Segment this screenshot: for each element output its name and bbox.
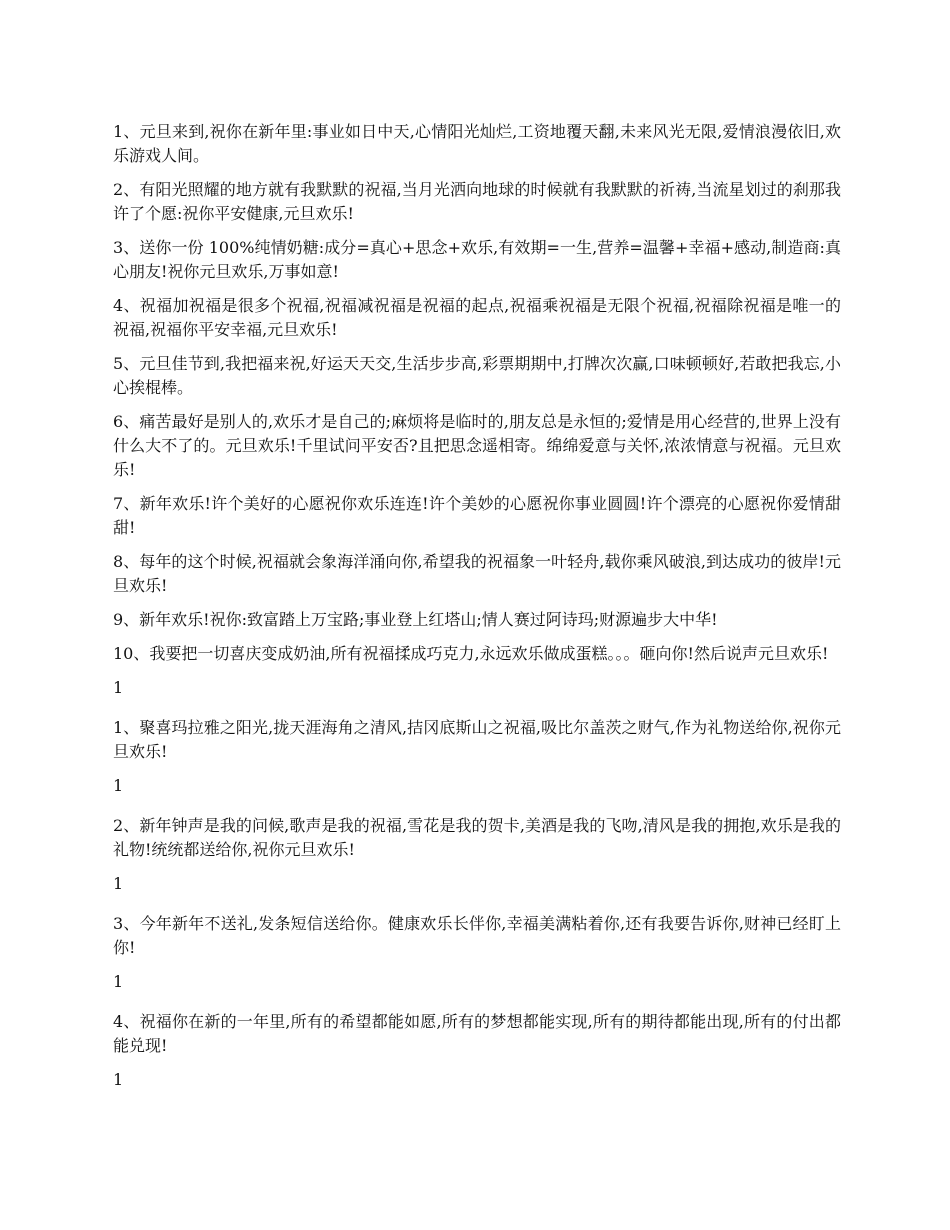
- greeting-paragraph: 1、聚喜玛拉雅之阳光,拢天涯海角之清风,拮冈底斯山之祝福,吸比尔盖茨之财气,作为礼物送给你,祝你元旦欢乐!: [113, 718, 841, 761]
- page-number: 1: [113, 1070, 124, 1089]
- greeting-paragraph: 2、有阳光照耀的地方就有我默默的祝福,当月光洒向地球的时候就有我默默的祈祷,当流星划过的刹那我许了个愿:祝你平安健康,元旦欢乐!: [113, 180, 841, 223]
- greeting-paragraph: 8、每年的这个时候,祝福就会象海洋涌向你,希望我的祝福象一叶轻舟,载你乘风破浪,到达成功的彼岸!元旦欢乐!: [113, 552, 841, 595]
- page-number: 1: [113, 972, 124, 991]
- greeting-paragraph: 7、新年欢乐!许个美好的心愿祝你欢乐连连!许个美妙的心愿祝你事业圆圆!许个漂亮的心愿祝你爱情甜甜!: [113, 494, 841, 537]
- page-number: 1: [113, 678, 124, 697]
- greeting-paragraph: 3、今年新年不送礼,发条短信送给你。健康欢乐长伴你,幸福美满粘着你,还有我要告诉你,财神已经盯上你!: [113, 914, 841, 957]
- greeting-paragraph: 3、送你一份 100%纯情奶糖:成分=真心+思念+欢乐,有效期=一生,营养=温馨+幸福+感动,制造商:真心朋友!祝你元旦欢乐,万事如意!: [113, 238, 841, 281]
- greeting-paragraph: 2、新年钟声是我的问候,歌声是我的祝福,雪花是我的贺卡,美酒是我的飞吻,清风是我的拥抱,欢乐是我的礼物!统统都送给你,祝你元旦欢乐!: [113, 816, 841, 859]
- greeting-paragraph: 9、新年欢乐!祝你:致富踏上万宝路;事业登上红塔山;情人赛过阿诗玛;财源遍步大中华!: [113, 610, 718, 629]
- greeting-paragraph: 6、痛苦最好是别人的,欢乐才是自己的;麻烦将是临时的,朋友总是永恒的;爱情是用心经营的,世界上没有什么大不了的。元旦欢乐!千里试问平安否?且把思念遥相寄。绵绵爱意与关怀,浓浓情意与祝福。元旦欢乐!: [113, 412, 841, 479]
- greeting-paragraph: 4、祝福你在新的一年里,所有的希望都能如愿,所有的梦想都能实现,所有的期待都能出现,所有的付出都能兑现!: [113, 1012, 841, 1055]
- greeting-paragraph: 4、祝福加祝福是很多个祝福,祝福减祝福是祝福的起点,祝福乘祝福是无限个祝福,祝福除祝福是唯一的祝福,祝福你平安幸福,元旦欢乐!: [113, 296, 841, 339]
- document-body: [113, 120, 841, 1108]
- page-number: 1: [113, 776, 124, 795]
- greeting-paragraph: 10、我要把一切喜庆变成奶油,所有祝福揉成巧克力,永远欢乐做成蛋糕。。。砸向你!然后说声元旦欢乐!: [113, 644, 829, 663]
- greeting-paragraph: 1、元旦来到,祝你在新年里:事业如日中天,心情阳光灿烂,工资地覆天翻,未来风光无限,爱情浪漫依旧,欢乐游戏人间。: [113, 122, 841, 165]
- page-number: 1: [113, 874, 124, 893]
- greeting-paragraph: 5、元旦佳节到,我把福来祝,好运天天交,生活步步高,彩票期期中,打牌次次赢,口味顿顿好,若敢把我忘,小心挨棍棒。: [113, 354, 841, 397]
